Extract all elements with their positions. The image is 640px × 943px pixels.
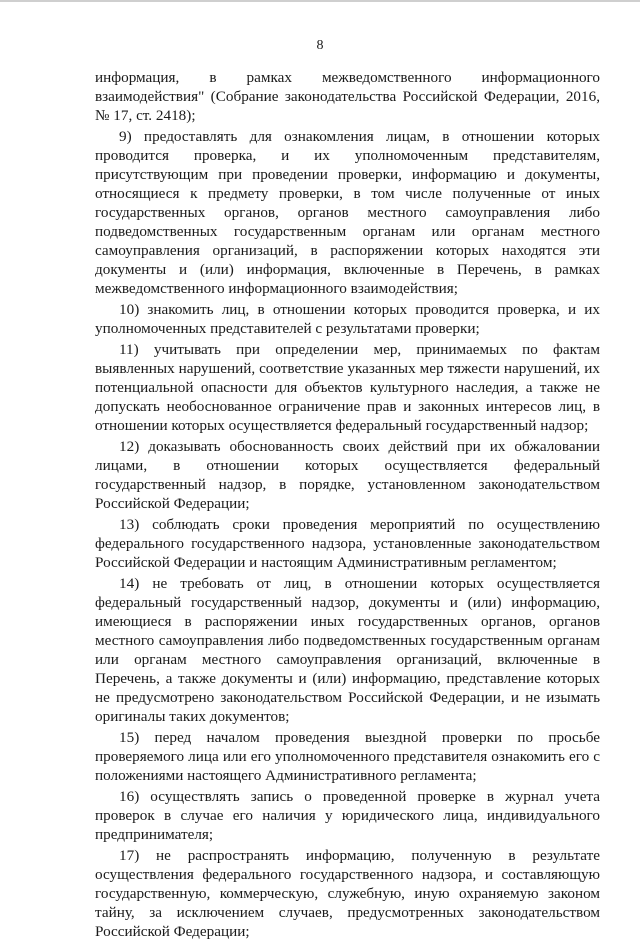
list-item-10: 10) знакомить лиц, в отношении которых проводится проверка, и их уполномоченных представителей с результатами проверки; xyxy=(95,301,600,337)
list-item-16: 16) осуществлять запись о проведенной проверке в журнал учета проверок в случае его наличия у юридического лица, индивидуального предпринимателя; xyxy=(95,788,600,843)
paragraph-continuation: информация, в рамках межведомственного информационного взаимодействия" (Собрание законодательства Российской Федерации, 2016, № 17, ст. 2418); xyxy=(95,69,600,124)
list-item-14: 14) не требовать от лиц, в отношении которых осуществляется федеральный государственный надзор, документы и (или) информацию, имеющиеся в распоряжении иных государственных органов, органов местного самоуправления либо подведомственных государственным органам или органам местного самоуправления организаций, включенные в Перечень, а также документы и (или) информацию, представление которых не предусмотрено законодательством Российской Федерации, и не изымать оригиналы таких документов; xyxy=(95,575,600,725)
list-item-17: 17) не распространять информацию, полученную в результате осуществления федерального государственного надзора, и составляющую государственную, коммерческую, служебную, иную охраняемую законом тайну, за исключением случаев, предусмотренных законодательством Российской Федерации; xyxy=(95,847,600,940)
list-item-9: 9) предоставлять для ознакомления лицам, в отношении которых проводится проверка, и их уполномоченным представителям, присутствующим при проведении проверки, информацию и документы, относящиеся к предмету проверки, в том числе полученные от иных государственных органов, органов местного самоуправления либо подведомственных государственным органам или органам местного самоуправления организаций, в распоряжении которых находятся эти документы и (или) информация, включенные в Перечень, в рамках межведомственного информационного взаимодействия; xyxy=(95,128,600,297)
list-item-13: 13) соблюдать сроки проведения мероприятий по осуществлению федерального государственного надзора, установленные законодательством Российской Федерации и настоящим Административным регламентом; xyxy=(95,516,600,571)
list-item-12: 12) доказывать обоснованность своих действий при их обжаловании лицами, в отношении которых осуществляется федеральный государственный надзор, в порядке, установленном законодательством Российской Федерации; xyxy=(95,438,600,512)
document-body xyxy=(95,68,600,943)
list-item-11: 11) учитывать при определении мер, принимаемых по фактам выявленных нарушений, соответствие указанных мер тяжести нарушений, их потенциальной опасности для объектов культурного наследия, а также не допускать необоснованное ограничение прав и законных интересов лиц, в отношении которых осуществляется федеральный государственный надзор; xyxy=(95,341,600,434)
scan-edge xyxy=(0,0,640,2)
page-number: 8 xyxy=(316,38,324,53)
list-item-15: 15) перед началом проведения выездной проверки по просьбе проверяемого лица или его уполномоченного представителя ознакомить его с положениями настоящего Административного регламента; xyxy=(95,729,600,784)
